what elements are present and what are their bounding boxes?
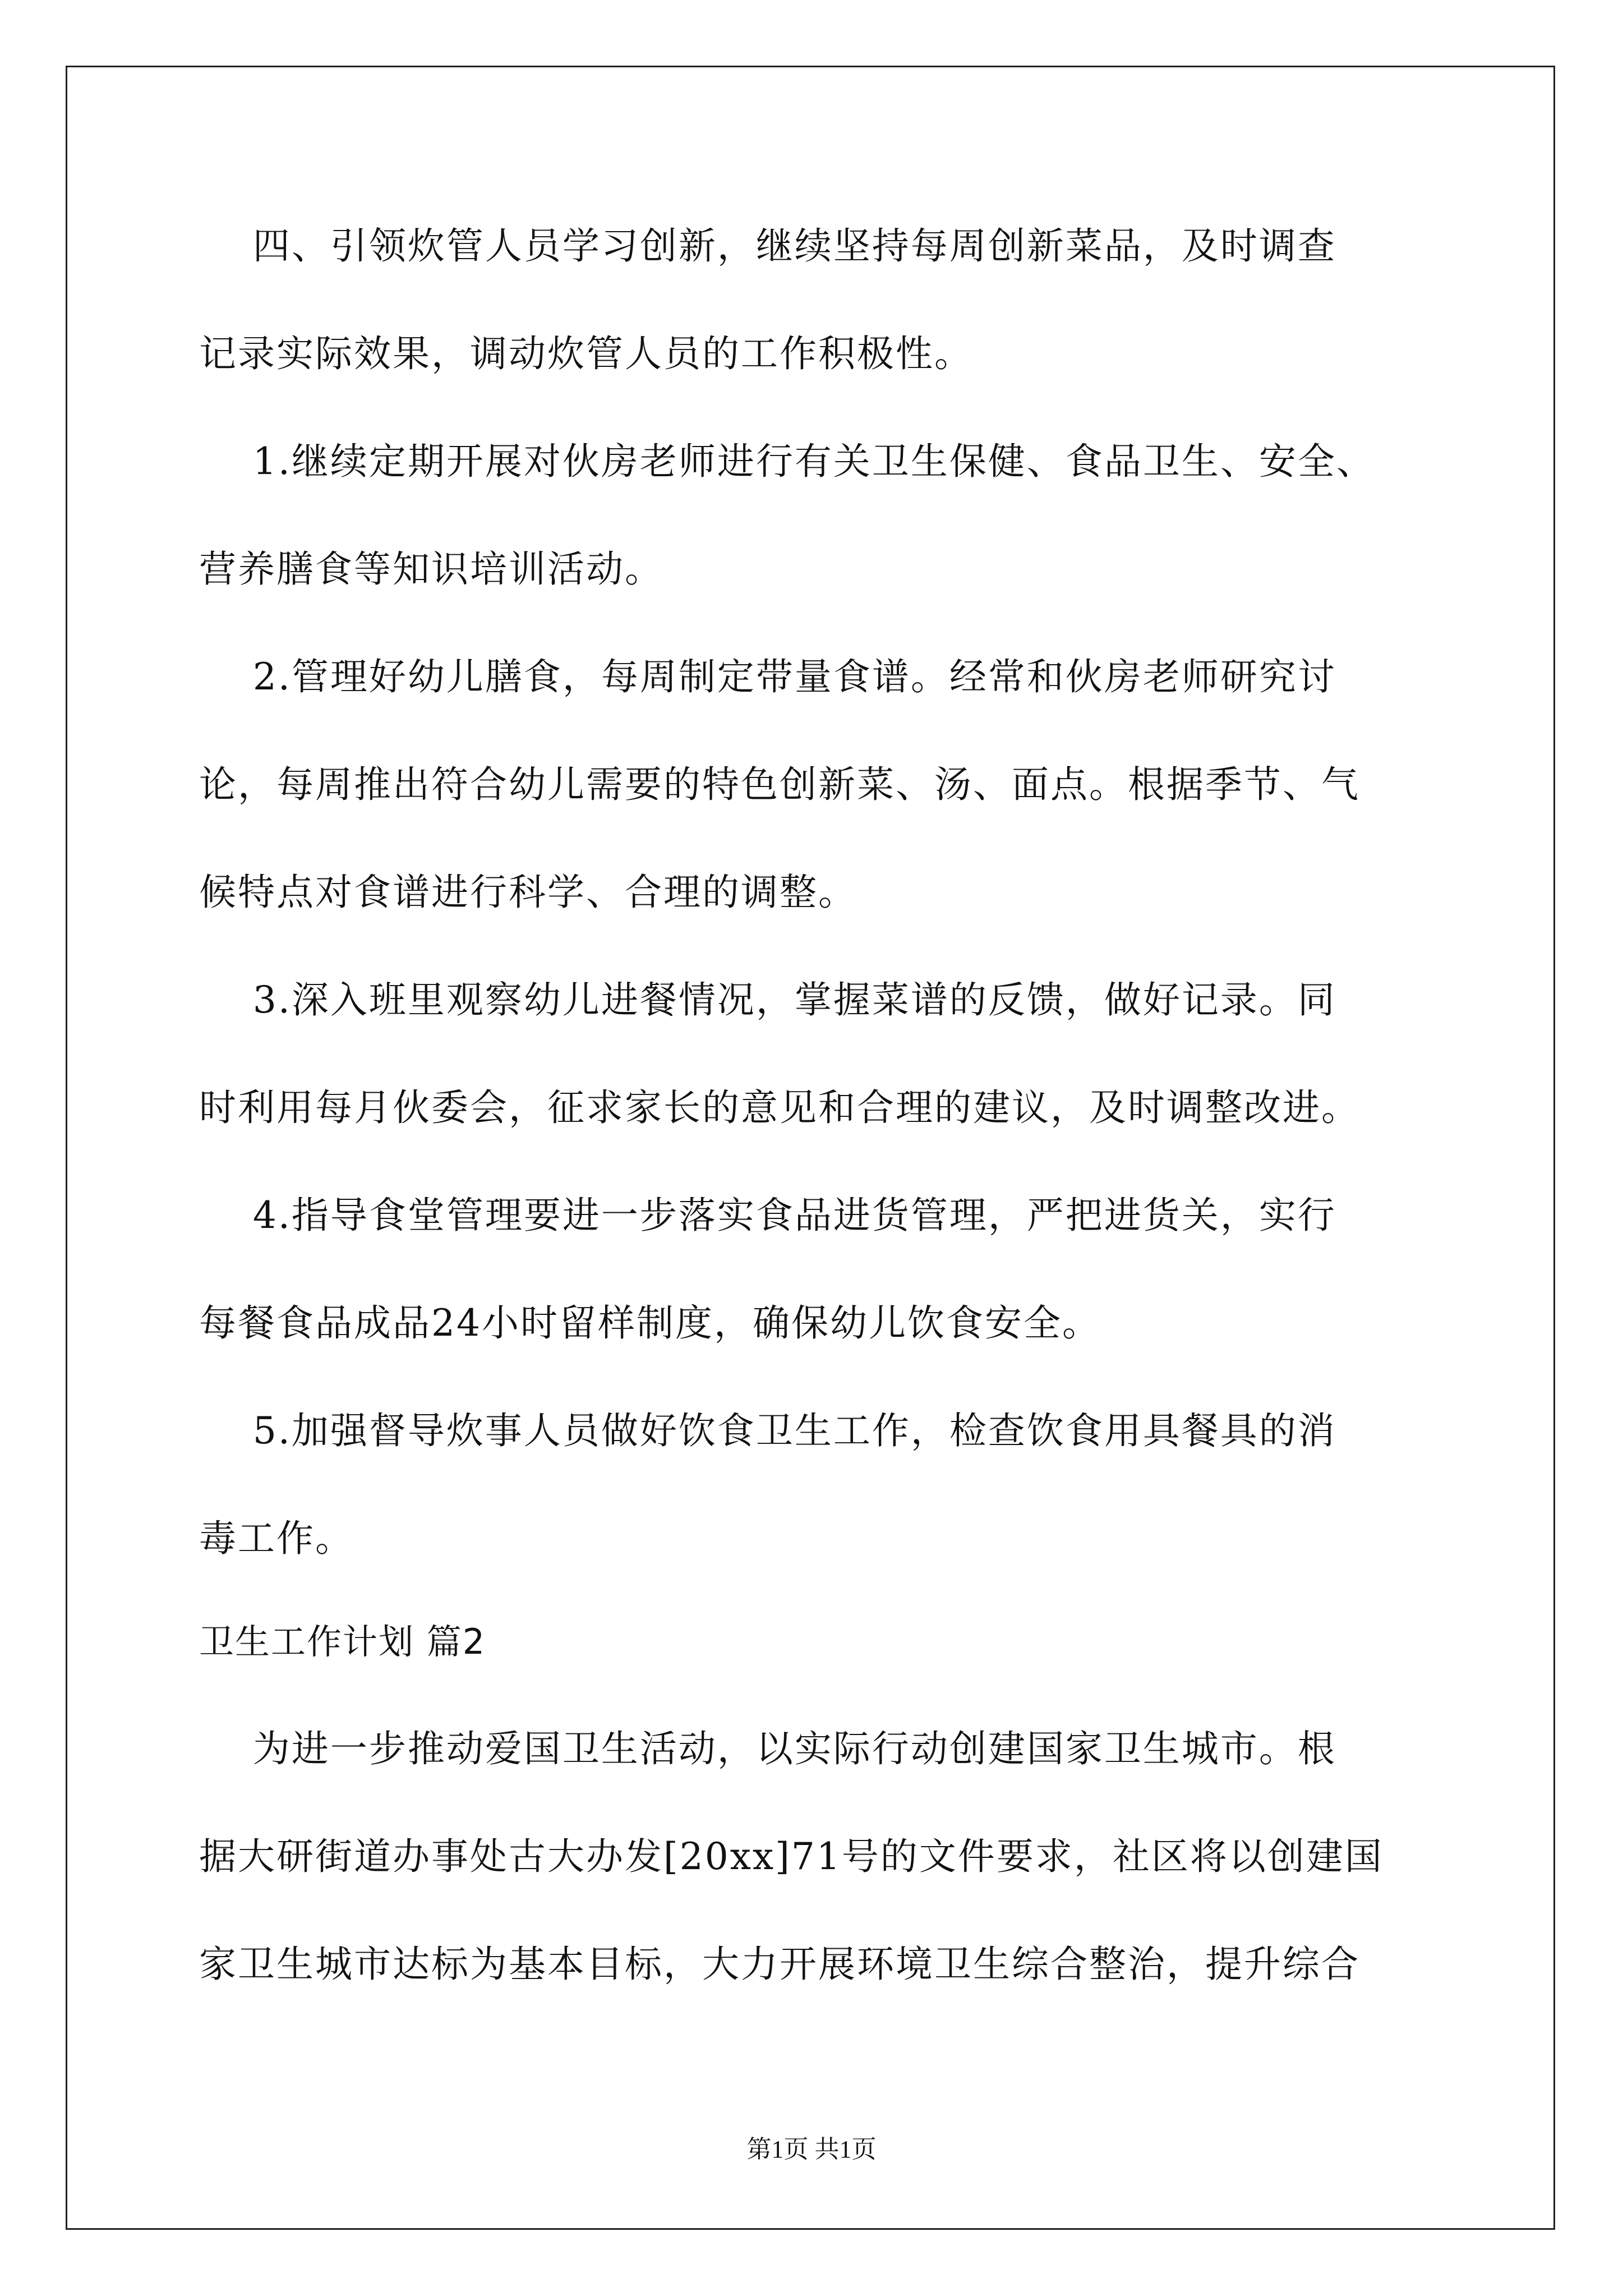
paragraph-line: 为进一步推动爱国卫生活动，以实际行动创建国家卫生城市。根 bbox=[199, 1727, 1336, 1770]
paragraph-line: 据大研街道办事处古大办发[20xx]71号的文件要求，社区将以创建国 bbox=[199, 1835, 1384, 1878]
paragraph-line: 四、引领炊管人员学习创新，继续坚持每周创新菜品，及时调查 bbox=[199, 224, 1336, 268]
page-footer: 第1页 共1页 bbox=[746, 2136, 877, 2163]
paragraph-line: 4.指导食堂管理要进一步落实食品进货管理，严把进货关，实行 bbox=[199, 1194, 1336, 1237]
paragraph-line: 每餐食品成品24小时留样制度，确保幼儿饮食安全。 bbox=[199, 1301, 1101, 1345]
paragraph-line: 2.管理好幼儿膳食，每周制定带量食谱。经常和伙房老师研究讨 bbox=[199, 655, 1336, 698]
paragraph-line: 营养膳食等知识培训活动。 bbox=[199, 547, 663, 591]
section-heading: 卫生工作计划 篇2 bbox=[199, 1621, 486, 1662]
paragraph-line: 时利用每月伙委会，征求家长的意见和合理的建议，及时调整改进。 bbox=[199, 1086, 1360, 1129]
paragraph-line: 记录实际效果，调动炊管人员的工作积极性。 bbox=[199, 332, 973, 375]
paragraph-line: 论，每周推出符合幼儿需要的特色创新菜、汤、面点。根据季节、气 bbox=[199, 763, 1360, 806]
paragraph-line: 3.深入班里观察幼儿进餐情况，掌握菜谱的反馈，做好记录。同 bbox=[199, 978, 1336, 1022]
paragraph-line: 5.加强督导炊事人员做好饮食卫生工作，检查饮食用具餐具的消 bbox=[199, 1409, 1336, 1452]
paragraph-line: 家卫生城市达标为基本目标，大力开展环境卫生综合整治，提升综合 bbox=[199, 1943, 1360, 1986]
paragraph-line: 候特点对食谱进行科学、合理的调整。 bbox=[199, 871, 857, 914]
page-border bbox=[66, 66, 1555, 2230]
paragraph-line: 1.继续定期开展对伙房老师进行有关卫生保健、食品卫生、安全、 bbox=[199, 440, 1375, 483]
paragraph-line: 毒工作。 bbox=[199, 1517, 354, 1560]
